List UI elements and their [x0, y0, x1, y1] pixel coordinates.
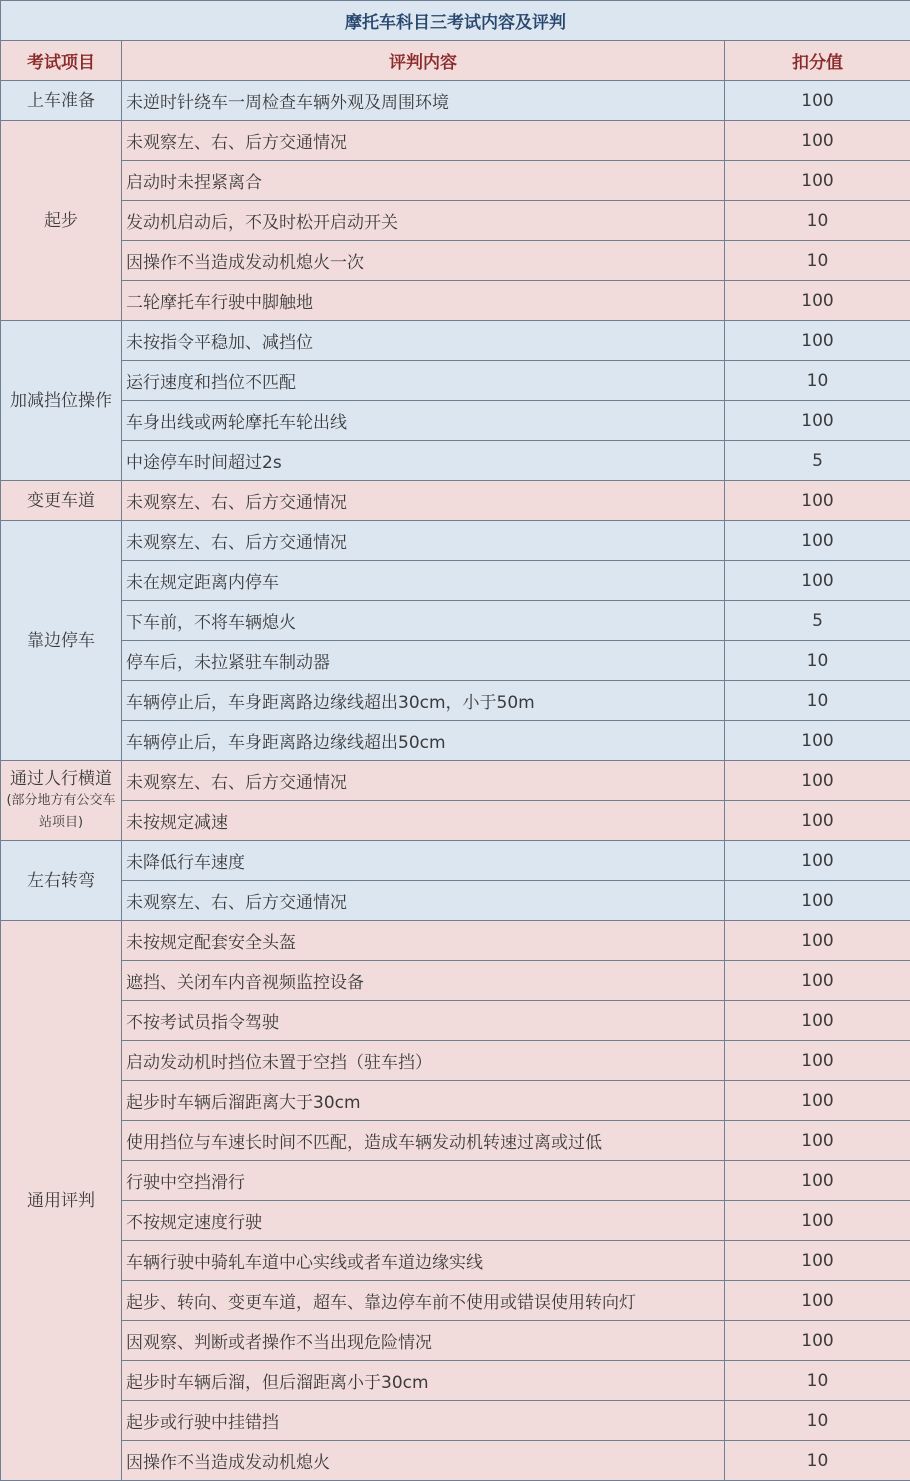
header-content: 评判内容: [122, 41, 725, 81]
deduction-value: 100: [725, 81, 910, 121]
criterion-text: 发动机启动后，不及时松开启动开关: [122, 201, 725, 241]
criterion-text: 二轮摩托车行驶中脚触地: [122, 281, 725, 321]
criterion-text: 车身出线或两轮摩托车轮出线: [122, 401, 725, 441]
deduction-value: 100: [725, 921, 910, 961]
table-row: [1, 121, 910, 161]
deduction-value: 100: [725, 721, 910, 761]
deduction-value: 10: [725, 1401, 910, 1441]
category-name: 加减挡位操作: [10, 390, 112, 411]
criterion-text: 遮挡、关闭车内音视频监控设备: [122, 961, 725, 1001]
criterion-text: 中途停车时间超过2s: [122, 441, 725, 481]
table-row: [1, 281, 910, 321]
criterion-text: 车辆停止后，车身距离路边缘线超出50cm: [122, 721, 725, 761]
criterion-text: 下车前，不将车辆熄火: [122, 601, 725, 641]
table-row: [1, 921, 910, 961]
criterion-text: 起步时车辆后溜，但后溜距离小于30cm: [122, 1361, 725, 1401]
deduction-value: 5: [725, 601, 910, 641]
criterion-text: 未降低行车速度: [122, 841, 725, 881]
deduction-value: 10: [725, 361, 910, 401]
deduction-value: 5: [725, 441, 910, 481]
criterion-text: 未观察左、右、后方交通情况: [122, 481, 725, 521]
category-cell: [1, 121, 122, 321]
deduction-value: 10: [725, 201, 910, 241]
criterion-text: 不按规定速度行驶: [122, 1201, 725, 1241]
deduction-value: 100: [725, 801, 910, 841]
deduction-value: 100: [725, 1241, 910, 1281]
header-score: 扣分值: [725, 41, 910, 81]
table-row: [1, 561, 910, 601]
deduction-value: 100: [725, 1161, 910, 1201]
category-name: 变更车道: [27, 490, 95, 511]
table-row: [1, 1401, 910, 1441]
table-row: [1, 521, 910, 561]
table-row: [1, 81, 910, 121]
criterion-text: 因操作不当造成发动机熄火: [122, 1441, 725, 1481]
category-cell: [1, 521, 122, 761]
deduction-value: 100: [725, 1081, 910, 1121]
deduction-value: 100: [725, 481, 910, 521]
deduction-value: 100: [725, 841, 910, 881]
criterion-text: 启动发动机时挡位未置于空挡（驻车挡）: [122, 1041, 725, 1081]
criterion-text: 未按规定配套安全头盔: [122, 921, 725, 961]
table-row: [1, 681, 910, 721]
criterion-text: 未按规定减速: [122, 801, 725, 841]
category-cell: [1, 481, 122, 521]
criterion-text: 因操作不当造成发动机熄火一次: [122, 241, 725, 281]
category-name: 通用评判: [27, 1190, 95, 1211]
deduction-value: 100: [725, 321, 910, 361]
deduction-value: 10: [725, 641, 910, 681]
criterion-text: 行驶中空挡滑行: [122, 1161, 725, 1201]
header-row: [1, 41, 910, 81]
table-row: [1, 761, 910, 801]
table-row: [1, 1241, 910, 1281]
category-name: 靠边停车: [27, 630, 95, 651]
criterion-text: 起步或行驶中挂错挡: [122, 1401, 725, 1441]
deduction-value: 100: [725, 281, 910, 321]
header-item: 考试项目: [1, 41, 122, 81]
criterion-text: 使用挡位与车速长时间不匹配，造成车辆发动机转速过离或过低: [122, 1121, 725, 1161]
category-name: 左右转弯: [27, 870, 95, 891]
deduction-value: 100: [725, 761, 910, 801]
table-row: [1, 1001, 910, 1041]
criterion-text: 起步、转向、变更车道，超车、靠边停车前不使用或错误使用转向灯: [122, 1281, 725, 1321]
deduction-value: 100: [725, 561, 910, 601]
criterion-text: 不按考试员指令驾驶: [122, 1001, 725, 1041]
table-row: [1, 841, 910, 881]
table-row: [1, 361, 910, 401]
deduction-value: 100: [725, 161, 910, 201]
deduction-value: 100: [725, 1321, 910, 1361]
table-row: [1, 1361, 910, 1401]
criterion-text: 未在规定距离内停车: [122, 561, 725, 601]
table-row: [1, 401, 910, 441]
table-row: [1, 1121, 910, 1161]
criterion-text: 车辆停止后，车身距离路边缘线超出30cm，小于50m: [122, 681, 725, 721]
table-row: [1, 321, 910, 361]
deduction-value: 100: [725, 1041, 910, 1081]
table-row: [1, 881, 910, 921]
deduction-value: 100: [725, 881, 910, 921]
table-row: [1, 1281, 910, 1321]
category-cell: [1, 321, 122, 481]
deduction-value: 100: [725, 121, 910, 161]
criterion-text: 启动时未捏紧离合: [122, 161, 725, 201]
deduction-value: 100: [725, 961, 910, 1001]
criterion-text: 未观察左、右、后方交通情况: [122, 761, 725, 801]
table-row: [1, 201, 910, 241]
table-title: 摩托车科目三考试内容及评判: [1, 1, 910, 41]
criterion-text: 未观察左、右、后方交通情况: [122, 521, 725, 561]
criterion-text: 未按指令平稳加、减挡位: [122, 321, 725, 361]
deduction-value: 100: [725, 521, 910, 561]
category-cell: [1, 921, 122, 1481]
table-row: [1, 1041, 910, 1081]
category-cell: [1, 761, 122, 841]
criterion-text: 车辆行驶中骑轧车道中心实线或者车道边缘实线: [122, 1241, 725, 1281]
table-body: [1, 81, 910, 1481]
category-name: 起步: [44, 210, 78, 231]
deduction-value: 100: [725, 1001, 910, 1041]
deduction-value: 10: [725, 1441, 910, 1481]
table-row: [1, 161, 910, 201]
criterion-text: 未观察左、右、后方交通情况: [122, 881, 725, 921]
deduction-value: 100: [725, 1201, 910, 1241]
deduction-value: 10: [725, 681, 910, 721]
criterion-text: 起步时车辆后溜距离大于30cm: [122, 1081, 725, 1121]
category-name: 通过人行横道: [10, 768, 112, 789]
category-cell: [1, 81, 122, 121]
title-row: [1, 1, 910, 41]
table-row: [1, 801, 910, 841]
table-row: [1, 481, 910, 521]
category-note: (部分地方有公交车站项目): [6, 792, 116, 830]
deduction-value: 100: [725, 1121, 910, 1161]
deduction-value: 100: [725, 401, 910, 441]
deduction-value: 100: [725, 1281, 910, 1321]
table-row: [1, 641, 910, 681]
criterion-text: 因观察、判断或者操作不当出现危险情况: [122, 1321, 725, 1361]
table-row: [1, 721, 910, 761]
criterion-text: 未逆时针绕车一周检查车辆外观及周围环境: [122, 81, 725, 121]
deduction-value: 10: [725, 1361, 910, 1401]
criterion-text: 未观察左、右、后方交通情况: [122, 121, 725, 161]
table-row: [1, 961, 910, 1001]
table-row: [1, 441, 910, 481]
table-row: [1, 601, 910, 641]
table-row: [1, 1161, 910, 1201]
category-name: 上车准备: [27, 90, 95, 111]
deduction-value: 10: [725, 241, 910, 281]
table-row: [1, 1441, 910, 1481]
category-cell: [1, 841, 122, 921]
criterion-text: 运行速度和挡位不匹配: [122, 361, 725, 401]
table-row: [1, 1321, 910, 1361]
table-row: [1, 1081, 910, 1121]
criterion-text: 停车后，未拉紧驻车制动器: [122, 641, 725, 681]
table-row: [1, 1201, 910, 1241]
table-row: [1, 241, 910, 281]
